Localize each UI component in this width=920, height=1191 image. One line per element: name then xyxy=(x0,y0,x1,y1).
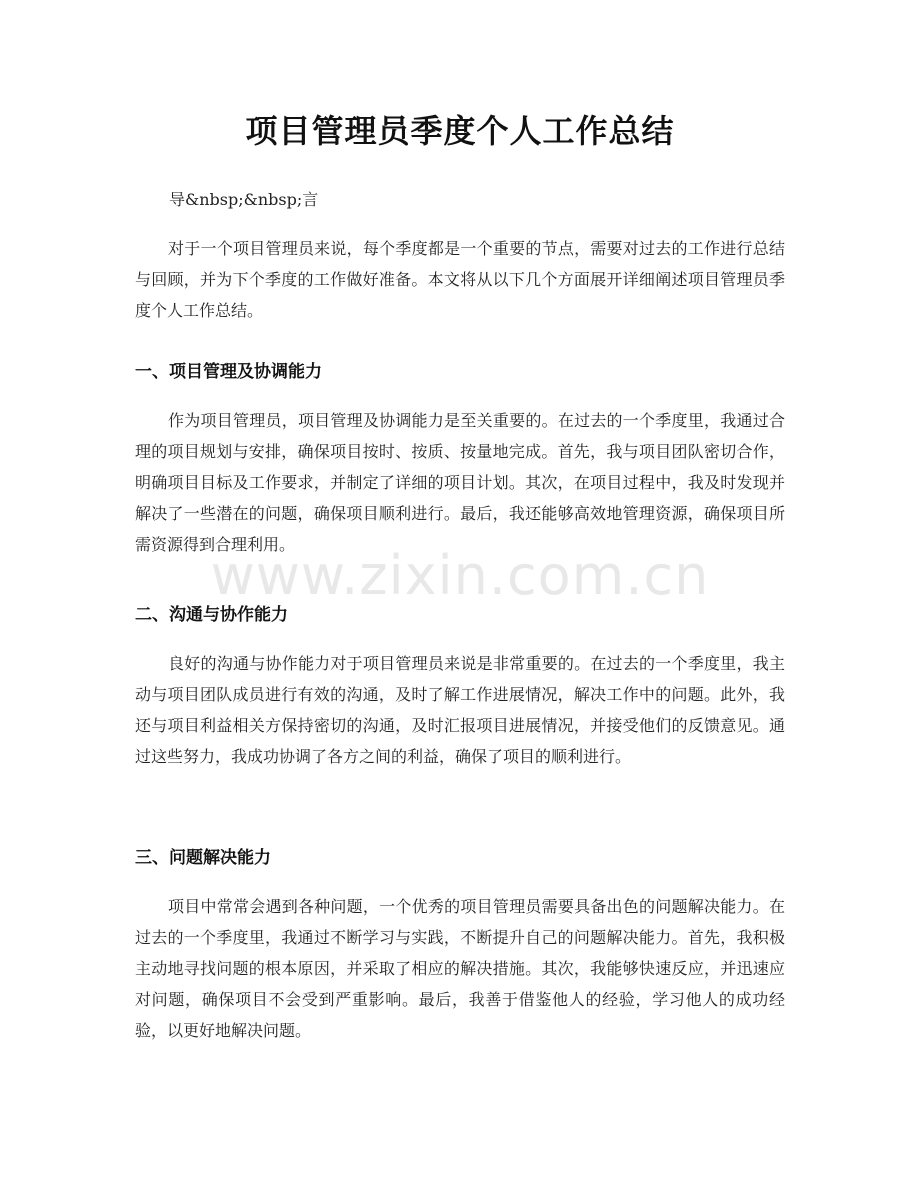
section-heading-3: 三、问题解决能力 xyxy=(135,848,271,868)
page-title: 项目管理员季度个人工作总结 xyxy=(245,112,675,150)
watermark: www.zixin.com.cn xyxy=(210,544,710,607)
intro-label: 导&nbsp;&nbsp;言 xyxy=(169,190,319,209)
intro-paragraph: 对于一个项目管理员来说，每个季度都是一个重要的节点，需要对过去的工作进行总结与回顾，并为下个季度的工作做好准备。本文将从以下几个方面展开详细阐述项目管理员季度个人工作总结。 xyxy=(135,239,785,320)
section-heading-1: 一、项目管理及协调能力 xyxy=(135,362,322,382)
section-paragraph-2: 良好的沟通与协作能力对于项目管理员来说是非常重要的。在过去的一个季度里，我主动与项目团队成员进行有效的沟通，及时了解工作进展情况，解决工作中的问题。此外，我还与项目利益相关方保持密切的沟通，及时汇报项目进展情况，并接受他们的反馈意见。通过这些努力，我成功协调了各方之间的利益，确保了项目的顺利进行。 xyxy=(135,654,785,766)
section-paragraph-1: 作为项目管理员，项目管理及协调能力是至关重要的。在过去的一个季度里，我通过合理的项目规划与安排，确保项目按时、按质、按量地完成。首先，我与项目团队密切合作，明确项目目标及工作要求，并制定了详细的项目计划。其次，在项目过程中，我及时发现并解决了一些潜在的问题，确保项目顺利进行。最后，我还能够高效地管理资源，确保项目所需资源得到合理利用。 xyxy=(135,411,785,554)
section-paragraph-3: 项目中常常会遇到各种问题，一个优秀的项目管理员需要具备出色的问题解决能力。在过去的一个季度里，我通过不断学习与实践，不断提升自己的问题解决能力。首先，我积极主动地寻找问题的根本原因，并采取了相应的解决措施。其次，我能够快速反应，并迅速应对问题，确保项目不会受到严重影响。最后，我善于借鉴他人的经验，学习他人的成功经验，以更好地解决问题。 xyxy=(135,897,785,1040)
section-heading-2: 二、沟通与协作能力 xyxy=(135,605,288,625)
